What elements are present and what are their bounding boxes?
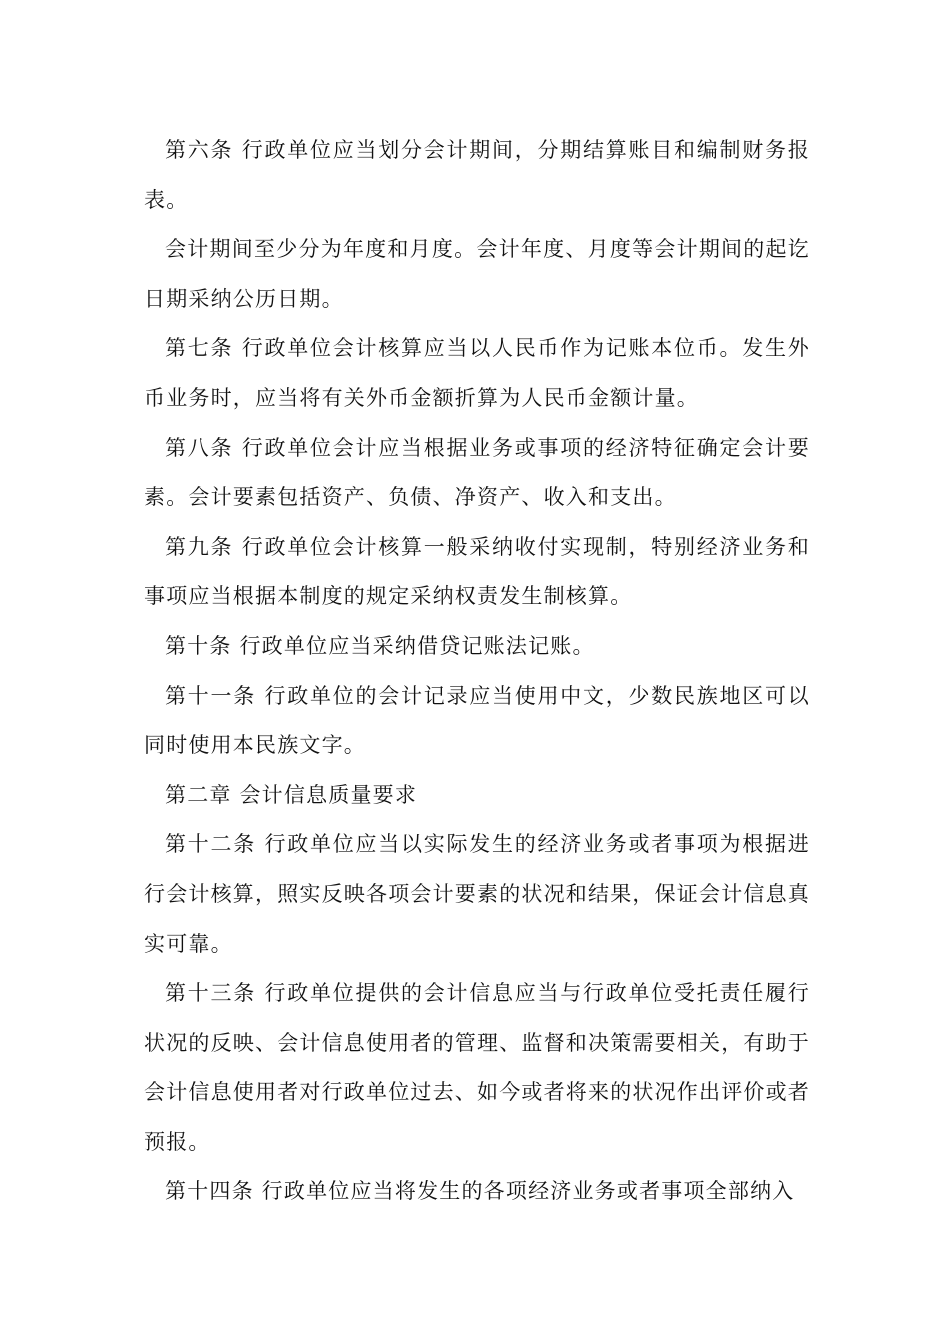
document-body [144, 126, 810, 1217]
article-11-paragraph: 第十一条 行政单位的会计记录应当使用中文，少数民族地区可以同时使用本民族文字。 [144, 683, 810, 758]
article-14-paragraph: 第十四条 行政单位应当将发生的各项经济业务或者事项全部纳入 [165, 1179, 795, 1204]
article-10-paragraph: 第十条 行政单位应当采纳借贷记账法记账。 [165, 633, 595, 658]
article-7-paragraph: 第七条 行政单位会计核算应当以人民币作为记账本位币。发生外币业务时，应当将有关外币金额折算为人民币金额计量。 [144, 336, 810, 410]
chapter-2-heading: 第二章 会计信息质量要求 [165, 782, 418, 807]
article-13-paragraph: 第十三条 行政单位提供的会计信息应当与行政单位受托责任履行状况的反映、会计信息使用者的管理、监督和决策需要相关，有助于会计信息使用者对行政单位过去、如今或者将来的状况作出评价或者预报。 [144, 981, 810, 1154]
article-12-paragraph: 第十二条 行政单位应当以实际发生的经济业务或者事项为根据进行会计核算，照实反映各项会计要素的状况和结果，保证会计信息真实可靠。 [144, 832, 810, 956]
accounting-period-paragraph: 会计期间至少分为年度和月度。会计年度、月度等会计期间的起讫日期采纳公历日期。 [144, 237, 810, 311]
article-6-paragraph: 第六条 行政单位应当划分会计期间，分期结算账目和编制财务报表。 [144, 138, 810, 212]
article-8-paragraph: 第八条 行政单位会计应当根据业务或事项的经济特征确定会计要素。会计要素包括资产、负债、净资产、收入和支出。 [144, 435, 810, 510]
article-9-paragraph: 第九条 行政单位会计核算一般采纳收付实现制，特别经济业务和事项应当根据本制度的规定采纳权责发生制核算。 [144, 534, 810, 609]
